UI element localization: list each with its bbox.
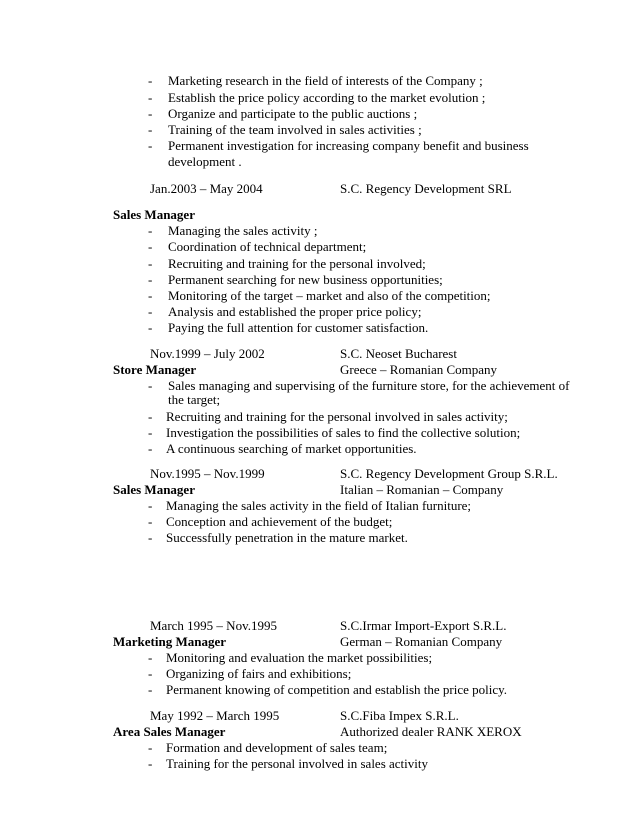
resume-page: - Marketing research in the field of interests of the Company ; - Establish the price policy according to the market evolution ; - Organize and participate to the public auctions ; - Training of the team involved in sales activities ; - Permanent investigation for increasing company benefit and business development . Jan.2003 – May 2004 S.C. Regency Development SRL Sales Manager - Managing the sales activity ; - Coordination of technical department; - Recruiting and training for the personal involved; - Permanent searching for new business opportunities; - Monitoring of the target – market and also of the competition; - Analysis and established the proper price policy; - Paying the full attention for customer satisfaction. Nov.1999 – July 2002 S.C. Neoset Bucharest Store Manager Greece – Romanian Company - Sales managing and supervising of the furniture store, for the achievement of the target; - Recruiting and training for the personal involved in sales activity; - Investigation the possibilities of sales to find the collective solution; - A continuous searching of market opportunities. Nov.1995 – Nov.1999 S.C. Regency Development Group S.R.L. Sales Manager Italian – Romanian – Company - Managing the sales activity in the field of Italian furniture; - Conception and achievement of the budget; - Successfully penetration in the mature market. March 1995 – Nov.1995 S.C.Irmar Import-Export S.R.L. Marketing Manager German – Romanian Company - Monitoring and evaluation the market possibilities; - Organizing of fairs and exhibitions; - Permanent knowing of competition and establish the price policy. May 1992 – March 1995 S.C.Fiba Impex S.R.L. Area Sales Manager Authorized dealer RANK XEROX - Formation and development of sales team; - Training for the personal involved in sales activity	[113, 73, 570, 771]
job-title: Sales Manager	[113, 207, 195, 222]
list-item-continuation: the target;	[168, 392, 221, 407]
job-dates: Nov.1995 – Nov.1999	[150, 466, 265, 481]
job-title: Sales Manager	[113, 482, 195, 497]
job-company: S.C.Irmar Import-Export S.R.L.	[340, 618, 507, 633]
job-company-note: German – Romanian Company	[340, 634, 503, 649]
job-company: S.C. Regency Development SRL	[340, 181, 512, 196]
job-dates: Nov.1999 – July 2002	[150, 346, 265, 361]
job-title: Store Manager	[113, 362, 197, 377]
job-company-note: Authorized dealer RANK XEROX	[340, 724, 522, 739]
job-company: S.C.Fiba Impex S.R.L.	[340, 708, 459, 723]
job-title: Marketing Manager	[113, 634, 227, 649]
job-company: S.C. Regency Development Group S.R.L.	[340, 466, 558, 481]
job-dates: March 1995 – Nov.1995	[150, 618, 277, 633]
job-dates: Jan.2003 – May 2004	[150, 181, 263, 196]
job-company-note: Italian – Romanian – Company	[340, 482, 504, 497]
job-company-note: Greece – Romanian Company	[340, 362, 498, 377]
job-company: S.C. Neoset Bucharest	[340, 346, 457, 361]
job-dates: May 1992 – March 1995	[150, 708, 280, 723]
job-title: Area Sales Manager	[113, 724, 226, 739]
list-item-continuation: development .	[168, 154, 242, 169]
